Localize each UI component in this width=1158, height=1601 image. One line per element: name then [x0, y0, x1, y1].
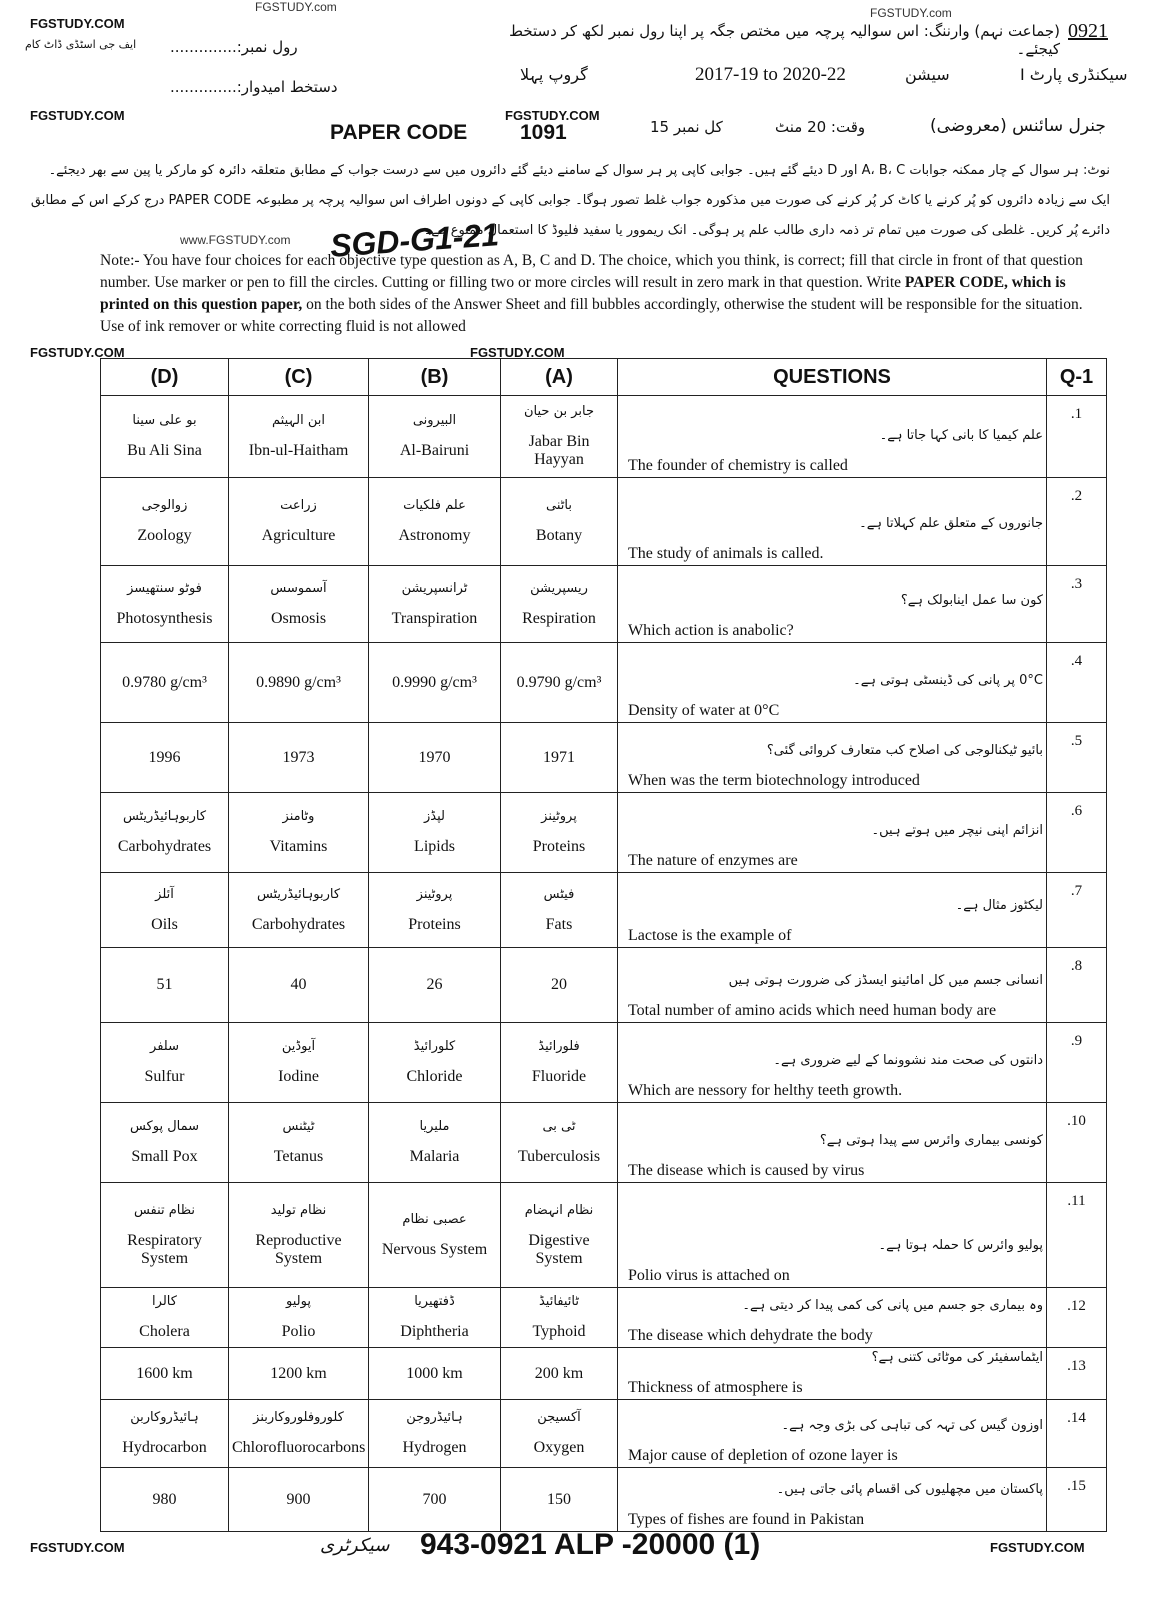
question-english: Density of water at 0°C [628, 702, 780, 719]
question-urdu: اوزون گیس کی تہہ کی تباہی کی بڑی وجہ ہے۔ [781, 1418, 1043, 1433]
question-row [101, 1023, 1107, 1103]
option-english: Fats [545, 915, 573, 933]
option-b [369, 1400, 501, 1468]
option-urdu: کاربوہائیڈریٹس [256, 886, 341, 902]
option-english: 0.9780 g/cm³ [122, 673, 207, 691]
option-english: Diphtheria [400, 1323, 469, 1340]
option-english: Hydrocarbon [122, 1439, 207, 1456]
option-a [501, 1023, 618, 1103]
option-d [101, 723, 229, 793]
option-english: Malaria [409, 1148, 460, 1165]
option-english: Photosynthesis [116, 609, 213, 627]
option-c [229, 1183, 369, 1288]
option-english: Carbohydrates [117, 838, 212, 855]
option-english: Nervous System [381, 1240, 488, 1258]
column-header: (D) [101, 359, 229, 396]
option-urdu: پروٹینز [541, 809, 577, 824]
question-english: The nature of enzymes are [628, 852, 798, 869]
option-b [369, 1468, 501, 1532]
option-english: Carbohydrates [251, 915, 346, 933]
option-urdu: نظام انہضام [524, 1202, 594, 1218]
option-english: Tetanus [273, 1148, 324, 1165]
question-text [618, 1103, 1047, 1183]
question-number: .3 [1047, 566, 1107, 643]
option-d [101, 396, 229, 478]
option-urdu: فوٹو سنتھیسز [127, 580, 202, 596]
question-english: The disease which is caused by virus [628, 1162, 865, 1179]
option-d [101, 1288, 229, 1348]
option-english: Zoology [137, 527, 192, 544]
option-urdu: ابن الہیثم [272, 413, 325, 428]
option-urdu: فلورائیڈ [538, 1039, 580, 1054]
question-row [101, 643, 1107, 723]
watermark: FGSTUDY.COM [30, 108, 125, 123]
time: وقت: 20 منٹ [775, 118, 866, 136]
option-a [501, 478, 618, 566]
question-urdu: کونسی بیماری وائرس سے پیدا ہوتی ہے؟ [819, 1133, 1043, 1148]
option-urdu: آئلز [155, 886, 174, 902]
option-english: Polio [281, 1323, 316, 1340]
option-urdu: باٹنی [546, 498, 572, 513]
option-urdu: نظام تولید [270, 1202, 327, 1218]
option-english: 1200 km [270, 1364, 327, 1382]
question-urdu: انسانی جسم میں کل امائینو ایسڈز کی ضرورت ہوتی ہیں [728, 973, 1043, 988]
option-b [369, 873, 501, 948]
option-english: Transpiration [391, 609, 478, 627]
question-number: .12 [1047, 1288, 1107, 1348]
option-urdu: ٹی بی [542, 1119, 576, 1134]
option-a [501, 948, 618, 1023]
option-d [101, 1103, 229, 1183]
option-a [501, 396, 618, 478]
question-english: The study of animals is called. [628, 545, 824, 562]
option-english: Fluoride [531, 1068, 587, 1085]
option-english: Ibn-ul-Haitham [248, 442, 349, 459]
option-urdu: ہائیڈروجن [406, 1410, 463, 1425]
option-english: Osmosis [270, 609, 327, 627]
option-english: Digestive System [528, 1231, 590, 1267]
option-b [369, 723, 501, 793]
question-english: Types of fishes are found in Pakistan [628, 1511, 865, 1528]
question-row [101, 1183, 1107, 1288]
watermark-urdu: ایف جی اسٹڈی ڈاٹ کام [25, 38, 137, 51]
question-text [618, 948, 1047, 1023]
roll-no-label: رول نمبر:.............. [170, 38, 298, 56]
question-text [618, 1468, 1047, 1532]
watermark: FGSTUDY.COM [505, 108, 600, 123]
question-urdu: پولیو وائرس کا حملہ ہوتا ہے۔ [878, 1238, 1043, 1253]
question-text [618, 396, 1047, 478]
question-number: .9 [1047, 1023, 1107, 1103]
warning-urdu: (جماعت نہم) وارننگ: اس سوالیہ پرچہ میں مختص جگہ پر اپنا رول نمبر لکھ کر دستخط کیجئے۔ [509, 22, 1060, 58]
question-text [618, 1288, 1047, 1348]
option-english: Hydrogen [402, 1439, 467, 1456]
option-urdu: پروٹینز [416, 886, 453, 902]
option-a [501, 723, 618, 793]
option-urdu: ٹائیفائیڈ [538, 1294, 580, 1309]
option-c [229, 478, 369, 566]
group: گروپ پہلا [520, 65, 588, 84]
option-urdu: ٹیٹنس [282, 1119, 315, 1134]
question-english: The disease which dehydrate the body [628, 1327, 873, 1344]
question-english: Polio virus is attached on [628, 1267, 790, 1284]
option-b [369, 1183, 501, 1288]
signature-label: دستخط امیدوار:.............. [170, 78, 338, 96]
option-urdu: جابر بن حیان [523, 404, 595, 419]
option-d [101, 1348, 229, 1400]
column-header: Q-1 [1047, 359, 1107, 396]
option-urdu: کالرا [152, 1294, 177, 1309]
question-text [618, 1348, 1047, 1400]
question-row [101, 478, 1107, 566]
option-urdu: ملیریا [419, 1119, 450, 1134]
option-b [369, 478, 501, 566]
option-urdu: پولیو [286, 1294, 311, 1309]
question-number: .8 [1047, 948, 1107, 1023]
question-number: .15 [1047, 1468, 1107, 1532]
option-a [501, 873, 618, 948]
option-english: 0.9790 g/cm³ [516, 673, 602, 691]
option-d [101, 1400, 229, 1468]
option-c [229, 643, 369, 723]
option-b [369, 396, 501, 478]
note-bold: PAPER CODE, which is printed on this question paper, [100, 274, 1066, 313]
question-number: .11 [1047, 1183, 1107, 1288]
option-c [229, 948, 369, 1023]
question-urdu: بائیو ٹیکنالوجی کی اصلاح کب متعارف کروائی گئی؟ [766, 743, 1043, 758]
option-english: Botany [535, 527, 583, 544]
option-english: 0.9990 g/cm³ [392, 673, 477, 691]
question-number: .10 [1047, 1103, 1107, 1183]
option-english: Astronomy [398, 527, 471, 544]
option-c [229, 1400, 369, 1468]
question-text [618, 566, 1047, 643]
handwritten-stamp: SGD-G1-21 [328, 216, 500, 264]
option-b [369, 793, 501, 873]
option-urdu: علم فلکیات [403, 498, 466, 513]
option-urdu: ریسپریشن [530, 580, 588, 596]
option-english: 20 [551, 976, 567, 993]
question-number: .6 [1047, 793, 1107, 873]
option-urdu: ٹرانسپریشن [401, 580, 468, 596]
option-c [229, 793, 369, 873]
option-english: Chloride [406, 1068, 463, 1085]
option-d [101, 1183, 229, 1288]
question-number: .4 [1047, 643, 1107, 723]
option-d [101, 478, 229, 566]
question-english: The founder of chemistry is called [628, 457, 848, 474]
option-english: Oils [151, 915, 178, 933]
paper-code-label: PAPER CODE [330, 121, 468, 144]
question-number: .14 [1047, 1400, 1107, 1468]
question-text [618, 873, 1047, 948]
option-urdu: لپڈز [424, 809, 445, 824]
column-header: QUESTIONS [618, 359, 1047, 396]
question-number: .2 [1047, 478, 1107, 566]
option-urdu: زراعت [280, 498, 317, 513]
option-english: 150 [547, 1490, 571, 1508]
option-urdu: ڈفتھیریا [414, 1294, 455, 1309]
option-english: Proteins [532, 838, 586, 855]
question-text [618, 723, 1047, 793]
option-d [101, 873, 229, 948]
option-english: 26 [426, 976, 443, 993]
option-b [369, 1103, 501, 1183]
column-header: (A) [501, 359, 618, 396]
option-english: 1970 [418, 748, 451, 766]
option-d [101, 1468, 229, 1532]
question-english: Total number of amino acids which need human body are [628, 1002, 997, 1019]
option-a [501, 1183, 618, 1288]
option-english: 40 [290, 976, 307, 993]
option-english: 0.9890 g/cm³ [256, 673, 341, 691]
option-urdu: فیٹس [543, 886, 575, 902]
option-a [501, 643, 618, 723]
option-english: Respiratory System [127, 1231, 202, 1267]
question-text [618, 1023, 1047, 1103]
question-row [101, 793, 1107, 873]
option-c [229, 1468, 369, 1532]
question-english: Which action is anabolic? [628, 622, 794, 639]
option-urdu: آیوڈین [281, 1039, 316, 1054]
option-urdu: آکسیجن [537, 1410, 581, 1425]
option-urdu: بو علی سینا [132, 413, 197, 428]
question-row [101, 1103, 1107, 1183]
paper-code: 1091 [520, 121, 567, 144]
question-number: .7 [1047, 873, 1107, 948]
option-b [369, 948, 501, 1023]
option-english: Sulfur [144, 1068, 185, 1085]
question-row [101, 948, 1107, 1023]
question-row [101, 1468, 1107, 1532]
paper-number: 0921 [1068, 20, 1108, 42]
option-english: 1971 [543, 748, 575, 766]
total-marks: کل نمبر 15 [650, 118, 723, 136]
option-urdu: ہائیڈروکاربن [130, 1410, 199, 1425]
question-text [618, 1183, 1047, 1288]
option-urdu: کلوروفلوروکاربنز [253, 1410, 344, 1425]
option-c [229, 723, 369, 793]
column-header: (B) [369, 359, 501, 396]
option-urdu: سمال پوکس [129, 1119, 200, 1134]
question-row [101, 873, 1107, 948]
question-number: .13 [1047, 1348, 1107, 1400]
option-english: Typhoid [532, 1323, 586, 1340]
option-b [369, 1348, 501, 1400]
option-english: Small Pox [131, 1148, 198, 1165]
note-text-end: on the both sides of the Answer Sheet and fill bubbles accordingly, otherwise the student will be responsible for the situation. Use of ink remover or white correcting fluid is not allowed [100, 296, 1083, 335]
watermark: FGSTUDY.com [255, 0, 337, 14]
note-english [100, 250, 1100, 338]
watermark: FGSTUDY.com [870, 6, 952, 20]
option-c [229, 1023, 369, 1103]
note-urdu: نوٹ: ہر سوال کے چار ممکنہ جوابات A، B، C اور D دیئے گئے ہیں۔ جوابی کاپی پر ہر سوال کے سامنے دیئے گئے دائروں میں سے درست جواب کے مطابق متعلقہ دائرہ کو مارکر یا پین سے بھر دیجئے۔ ایک سے زیادہ دائروں کو پُر کرنے یا کاٹ کر پُر کرنے کی صورت میں مذکورہ جواب غلط تصور ہوگا۔ جوابی کاپی کے دونوں اطراف اس سوالیہ پرچہ پر مطبوعہ PAPER CODE درج کرکے اس کے مطابق دائرے پُر کریں۔ غلطی کی صورت میں تمام تر ذمہ داری طالب علم پر ہوگی۔ انک ریموور یا سفید فلیوڈ کا استعمال ممنوع ہے۔ [30, 163, 1110, 238]
question-row [101, 396, 1107, 478]
option-english: 1600 km [136, 1364, 193, 1382]
option-d [101, 948, 229, 1023]
question-urdu: کون سا عمل اینابولک ہے؟ [900, 593, 1043, 608]
option-urdu: زوالوجی [141, 498, 188, 513]
option-b [369, 643, 501, 723]
option-d [101, 643, 229, 723]
question-number: .5 [1047, 723, 1107, 793]
question-text [618, 478, 1047, 566]
option-a [501, 566, 618, 643]
question-row [101, 1400, 1107, 1468]
option-english: Iodine [278, 1068, 319, 1085]
option-english: 1000 km [406, 1364, 463, 1382]
option-english: Vitamins [269, 838, 328, 855]
option-a [501, 793, 618, 873]
option-english: 1973 [282, 748, 315, 766]
option-english: 1996 [148, 748, 181, 766]
option-english: Jabar Bin Hayyan [528, 433, 590, 468]
watermark: FGSTUDY.COM [30, 16, 125, 31]
watermark: FGSTUDY.COM [990, 1540, 1085, 1555]
option-urdu: کاربوہائیڈریٹس [122, 809, 207, 824]
option-english: Agriculture [261, 527, 336, 544]
question-english: Lactose is the example of [628, 927, 792, 944]
option-a [501, 1288, 618, 1348]
option-b [369, 1288, 501, 1348]
option-urdu: کلورائیڈ [413, 1039, 456, 1054]
question-english: When was the term biotechnology introduced [628, 772, 920, 789]
class-label: سیکنڈری پارٹ I [1020, 65, 1128, 84]
question-row [101, 566, 1107, 643]
question-row [101, 723, 1107, 793]
option-b [369, 566, 501, 643]
question-urdu: علم کیمیا کا بانی کہا جاتا ہے۔ [879, 428, 1043, 443]
option-english: Tuberculosis [517, 1148, 601, 1165]
option-c [229, 873, 369, 948]
option-english: Proteins [408, 915, 461, 933]
option-urdu: عصبی نظام [402, 1211, 467, 1227]
session-label: سیشن [905, 65, 950, 84]
option-english: Reproductive System [255, 1231, 342, 1267]
option-b [369, 1023, 501, 1103]
option-english: 51 [156, 976, 173, 993]
question-urdu: دانتوں کی صحت مند نشوونما کے لیے ضروری ہے۔ [773, 1053, 1043, 1068]
option-english: 700 [422, 1490, 447, 1508]
question-row [101, 1348, 1107, 1400]
option-urdu: البیرونی [412, 413, 457, 428]
option-a [501, 1348, 618, 1400]
option-d [101, 793, 229, 873]
note-text: Note:- You have four choices for each objective type question as A, B, C and D. The choice, which you think, is correct; fill that circle in front of that question number. Use marker or pen to fill the circles. Cutting or filling two or more circles will result in zero mark in that question. Write [100, 252, 1083, 291]
watermark: FGSTUDY.COM [30, 1540, 125, 1555]
question-urdu: وہ بیماری جو جسم میں پانی کی کمی پیدا کر دیتی ہے۔ [742, 1298, 1043, 1313]
option-english: 980 [152, 1490, 177, 1508]
option-a [501, 1103, 618, 1183]
option-d [101, 1023, 229, 1103]
question-english: Thickness of atmosphere is [628, 1379, 803, 1396]
option-a [501, 1400, 618, 1468]
option-english: Oxygen [533, 1439, 585, 1456]
question-row [101, 1288, 1107, 1348]
question-text [618, 793, 1047, 873]
watermark: FGSTUDY.COM [470, 345, 565, 360]
question-urdu: لیکٹوز مثال ہے۔ [955, 898, 1043, 913]
option-a [501, 1468, 618, 1532]
option-urdu: آسموسس [270, 580, 327, 596]
question-urdu: پاکستان میں مچھلیوں کی اقسام پائی جاتی ہیں۔ [776, 1482, 1043, 1497]
option-urdu: نظام تنفس [133, 1202, 196, 1218]
option-english: Chlorofluorocarbons [232, 1439, 366, 1456]
question-urdu: 0°C پر پانی کی ڈینسٹی ہوتی ہے۔ [853, 673, 1043, 688]
question-english: Which are nessory for helthy teeth growth. [628, 1082, 903, 1099]
option-c [229, 1103, 369, 1183]
question-text [618, 643, 1047, 723]
watermark: FGSTUDY.COM [30, 345, 125, 360]
option-urdu: سلفر [150, 1039, 179, 1054]
column-header: (C) [229, 359, 369, 396]
question-urdu: انزائم اپنی نیچر میں ہوتے ہیں۔ [871, 823, 1043, 838]
option-english: Respiration [522, 609, 596, 627]
option-c [229, 1288, 369, 1348]
question-urdu: ایٹماسفیئر کی موٹائی کتنی ہے؟ [871, 1350, 1043, 1365]
option-c [229, 1348, 369, 1400]
option-english: Al-Bairuni [399, 442, 470, 459]
signature: سیکرٹری [320, 1535, 390, 1556]
watermark: www.FGSTUDY.com [180, 233, 291, 247]
question-urdu: جانوروں کے متعلق علم کہلاتا ہے۔ [859, 516, 1043, 531]
option-urdu: وٹامنز [282, 809, 315, 824]
option-english: Lipids [414, 838, 455, 855]
questions-table [100, 358, 1107, 1532]
session: 2017-19 to 2020-22 [695, 64, 846, 85]
option-c [229, 566, 369, 643]
option-english: 200 km [534, 1364, 584, 1382]
option-c [229, 396, 369, 478]
question-english: Major cause of depletion of ozone layer is [628, 1447, 898, 1464]
footer-code: 943-0921 ALP -20000 (1) [420, 1528, 761, 1561]
option-english: Bu Ali Sina [127, 442, 202, 459]
question-text [618, 1400, 1047, 1468]
option-english: Cholera [139, 1323, 190, 1340]
question-number: .1 [1047, 396, 1107, 478]
subject: جنرل سائنس (معروضی) [930, 116, 1106, 136]
option-d [101, 566, 229, 643]
option-english: 900 [286, 1490, 311, 1508]
